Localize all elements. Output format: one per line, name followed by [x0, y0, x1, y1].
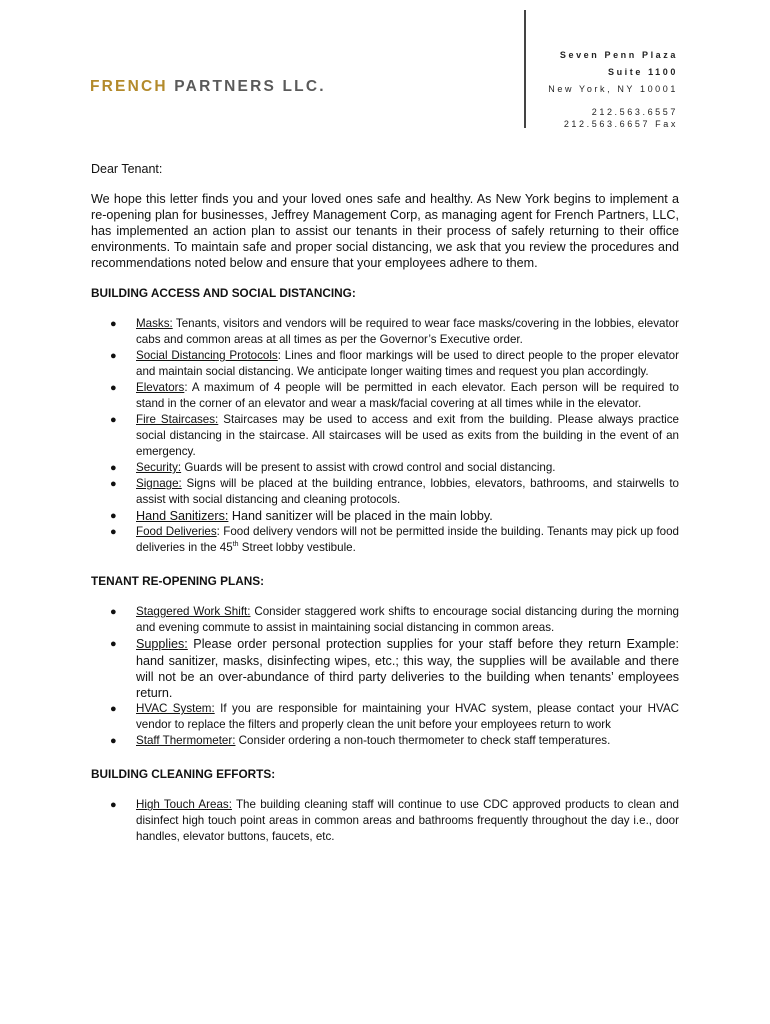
bullet-icon: ● — [110, 382, 117, 394]
intro-paragraph: We hope this letter finds you and your loved ones safe and healthy. As New York begins to implement a re-opening plan for businesses, Jeffrey Management Corp, as managing agent for French Partners, LLC, has implemented an action plan to assist our tenants in their process of safely returning to their office environments. To maintain safe and proper social distancing, we ask that you review the procedures and recommendations noted below and ensure that your employees adhere to them. — [91, 192, 679, 270]
letterhead-address — [548, 47, 678, 130]
bullet-icon: ● — [110, 462, 117, 474]
list-item: ● Elevators: A maximum of 4 people will be permitted in each elevator. Each person will be required to stand in the corner of an elevator and wear a mask/facial covering at all times while in the elevator. — [110, 381, 679, 410]
logo-brand-secondary: PARTNERS LLC. — [174, 78, 326, 95]
letterhead-divider — [524, 10, 526, 128]
access-list — [91, 316, 679, 556]
address-line-1: Seven Penn Plaza — [559, 50, 678, 60]
bullet-icon: ● — [110, 478, 117, 490]
bullet-icon: ● — [110, 735, 117, 748]
list-item: ● Social Distancing Protocols: Lines and floor markings will be used to direct people to the proper elevator and maintain social distancing. We anticipate longer waiting times and request you plan accordingly. — [110, 349, 679, 378]
section-heading-cleaning: BUILDING CLEANING EFFORTS: — [91, 767, 276, 782]
list-item: ● Food Deliveries: Food delivery vendors will not be permitted inside the building. Tenants may pick up food deliveries in the 45th Street lobby vestibule. — [110, 525, 680, 555]
logo-brand-primary: FRENCH — [90, 78, 168, 95]
salutation: Dear Tenant: — [91, 162, 163, 176]
list-item: ● Supplies: Please order personal protection supplies for your staff before they return Example: hand sanitizer, masks, disinfecting wipes, etc.; this way, the supplies will be available and there will not be an over-abundance of third party deliveries to the building when tenants’ employees return. — [110, 637, 679, 701]
fax-number: 212.563.6657 Fax — [563, 119, 678, 129]
list-item: ● Staggered Work Shift: Consider staggered work shifts to encourage social distancing during the morning and evening commute to assist in maintaining social distancing in common areas. — [110, 605, 679, 635]
list-item: ● Masks: Tenants, visitors and vendors will be required to wear face masks/covering in the lobbies, elevator cabs and common areas at all times as per the Governor’s Executive order. — [110, 317, 679, 346]
list-item: ● Signage: Signs will be placed at the building entrance, lobbies, elevators, bathrooms, and stairwells to assist with social distancing and cleaning protocols. — [110, 477, 679, 506]
list-item: ● Security: Guards will be present to assist with crowd control and social distancing. — [110, 461, 556, 474]
list-item: ● Staff Thermometer: Consider ordering a non-touch thermometer to check staff temperatures. — [110, 734, 611, 748]
address-line-3: New York, NY 10001 — [548, 84, 678, 94]
company-logo — [90, 78, 326, 96]
list-item: ● High Touch Areas: The building cleaning staff will continue to use CDC approved products to clean and disinfect high touch point areas in common areas and bathrooms frequently throughout the day i.e., door handles, elevator buttons, faucets, etc. — [110, 798, 679, 844]
section-heading-access: BUILDING ACCESS AND SOCIAL DISTANCING: — [91, 286, 356, 300]
letter-body — [91, 162, 679, 863]
bullet-icon: ● — [110, 510, 117, 522]
bullet-icon: ● — [110, 414, 117, 426]
bullet-icon: ● — [110, 526, 117, 539]
address-line-2: Suite 1100 — [607, 67, 678, 77]
bullet-icon: ● — [110, 318, 117, 330]
phone-number: 212.563.6557 — [591, 107, 678, 117]
list-item: ● HVAC System: If you are responsible for maintaining your HVAC system, please contact your HVAC vendor to replace the filters and properly clean the unit before your employees return to work — [110, 702, 679, 732]
list-item: ● Hand Sanitizers: Hand sanitizer will be placed in the main lobby. — [110, 509, 493, 523]
reopening-list — [91, 604, 679, 749]
bullet-icon: ● — [110, 703, 117, 716]
bullet-icon: ● — [110, 350, 117, 362]
cleaning-list — [91, 797, 679, 845]
bullet-icon: ● — [110, 799, 117, 812]
bullet-icon: ● — [110, 638, 117, 651]
bullet-icon: ● — [110, 606, 117, 619]
list-item: ● Fire Staircases: Staircases may be used to access and exit from the building. Please always practice social distancing in the staircase. All staircases will be used as exits from the building in the event of an emergency. — [110, 413, 679, 458]
section-heading-reopening: TENANT RE-OPENING PLANS: — [91, 574, 265, 589]
